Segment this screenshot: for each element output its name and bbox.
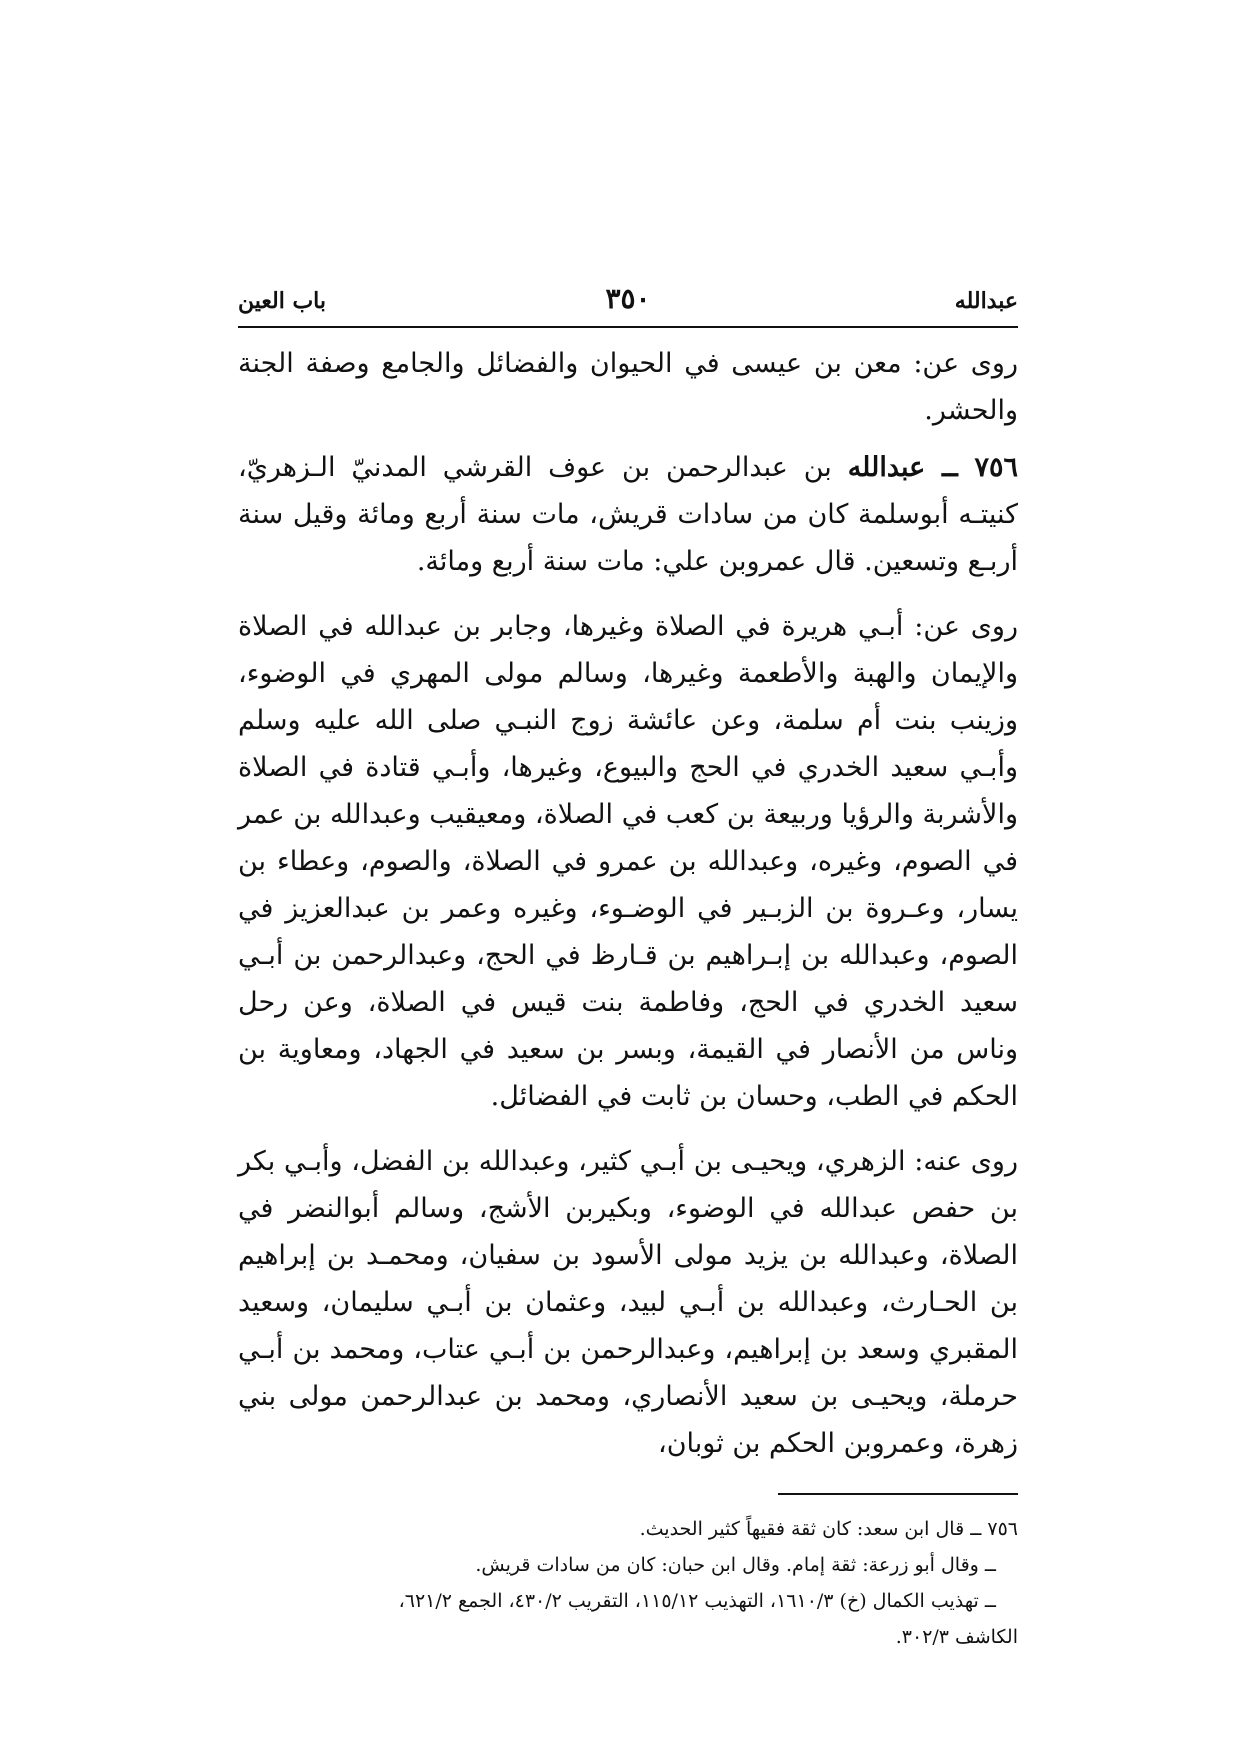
paragraph-narrated-from-prev: روى عن: معن بن عيسى في الحيوان والفضائل والجامع وصفة الجنة والحشر. xyxy=(238,348,1018,426)
entry-bio-text: بن عبدالرحمن بن عوف القرشي المدنيّ الـزهريّ، كنيتـه أبوسلمة كان من سادات قريش، مات سنة أربع ومائة وقيل سنة أربـع وتسعين. قال عمروبن علي: مات سنة أربع ومائة. xyxy=(238,452,1018,577)
paragraph-narrated-by: روى عنه: الزهري، ويحيـى بن أبـي كثير، وعبدالله بن الفضل، وأبـي بكر بن حفص عبدالله في الوضوء، وبكيربن الأشج، وسالم أبوالنضر في الصلاة، وعبدالله بن يزيد مولى الأسود بن سفيان، ومحمـد بن إبراهيم بن الحـارث، وعبدالله بن أبـي لبيد، وعثمان بن أبـي سليمان، وسعيد المقبري وسعد بن إبراهيم، وعبدالرحمن بن أبـي عتاب، ومحمد بن أبـي حرملة، ويحيـى بن سعيد الأنصاري، ومحمد بن عبدالرحمن مولى بني زهرة، وعمروبن الحكم بن ثوبان، xyxy=(238,1146,1018,1459)
paragraph-entry-756 xyxy=(238,444,1018,585)
document-page xyxy=(238,280,1018,1655)
footnote-1: ٧٥٦ ــ قال ابن سعد: كان ثقة فقيهاً كثير الحديث. xyxy=(639,1518,1018,1540)
footnote-3-continued: الكاشف ٣٠٢/٣. xyxy=(895,1626,1018,1648)
paragraph-narrated-from: روى عن: أبـي هريرة في الصلاة وغيرها، وجابر بن عبدالله في الصلاة والإيمان والهبة والأطعمة وغيرها، وسالم مولى المهري في الوضوء، وزينب بنت أم سلمة، وعن عائشة زوج النبـي صلى الله عليه وسلم وأبـي سعيد الخدري في الحج والبيوع، وغيرها، وأبـي قتادة في الصلاة والأشربة والرؤيا وربيعة بن كعب في الصلاة، ومعيقيب وعبدالله بن عمر في الصوم، وغيره، وعبدالله بن عمرو في الصلاة، والصوم، وعطاء بن يسار، وعـروة بن الزبـير في الوضـوء، وغيره وعمر بن عبدالعزيز في الصوم، وعبدالله بن إبـراهيم بن قـارظ في الحج، وعبدالرحمن بن أبـي سعيد الخدري في الحج، وفاطمة بنت قيس في الصلاة، وعن رحل وناس من الأنصار في القيمة، وبسر بن سعيد في الجهاد، ومعاوية بن الحكم في الطب، وحسان بن ثابت في الفضائل. xyxy=(238,611,1018,1112)
footnote-2: ــ وقال أبو زرعة: ثقة إمام. وقال ابن حبان: كان من سادات قريش. xyxy=(475,1554,996,1576)
footnote-rule xyxy=(778,1493,1018,1495)
page-number: ٣٥٠ xyxy=(605,282,651,315)
entry-number-heading: ٧٥٦ ــ عبدالله xyxy=(847,452,1018,483)
page-header xyxy=(238,280,1018,320)
header-rule xyxy=(238,326,1018,328)
running-head-name: عبدالله xyxy=(954,288,1018,314)
footnote-3: ــ تهذيب الكمال (خ) ١٦١٠/٣، التهذيب ١١٥/١٢، التقريب ٤٣٠/٢، الجمع ٦٢١/٢، xyxy=(398,1590,996,1612)
running-head-chapter: باب العين xyxy=(238,288,327,314)
